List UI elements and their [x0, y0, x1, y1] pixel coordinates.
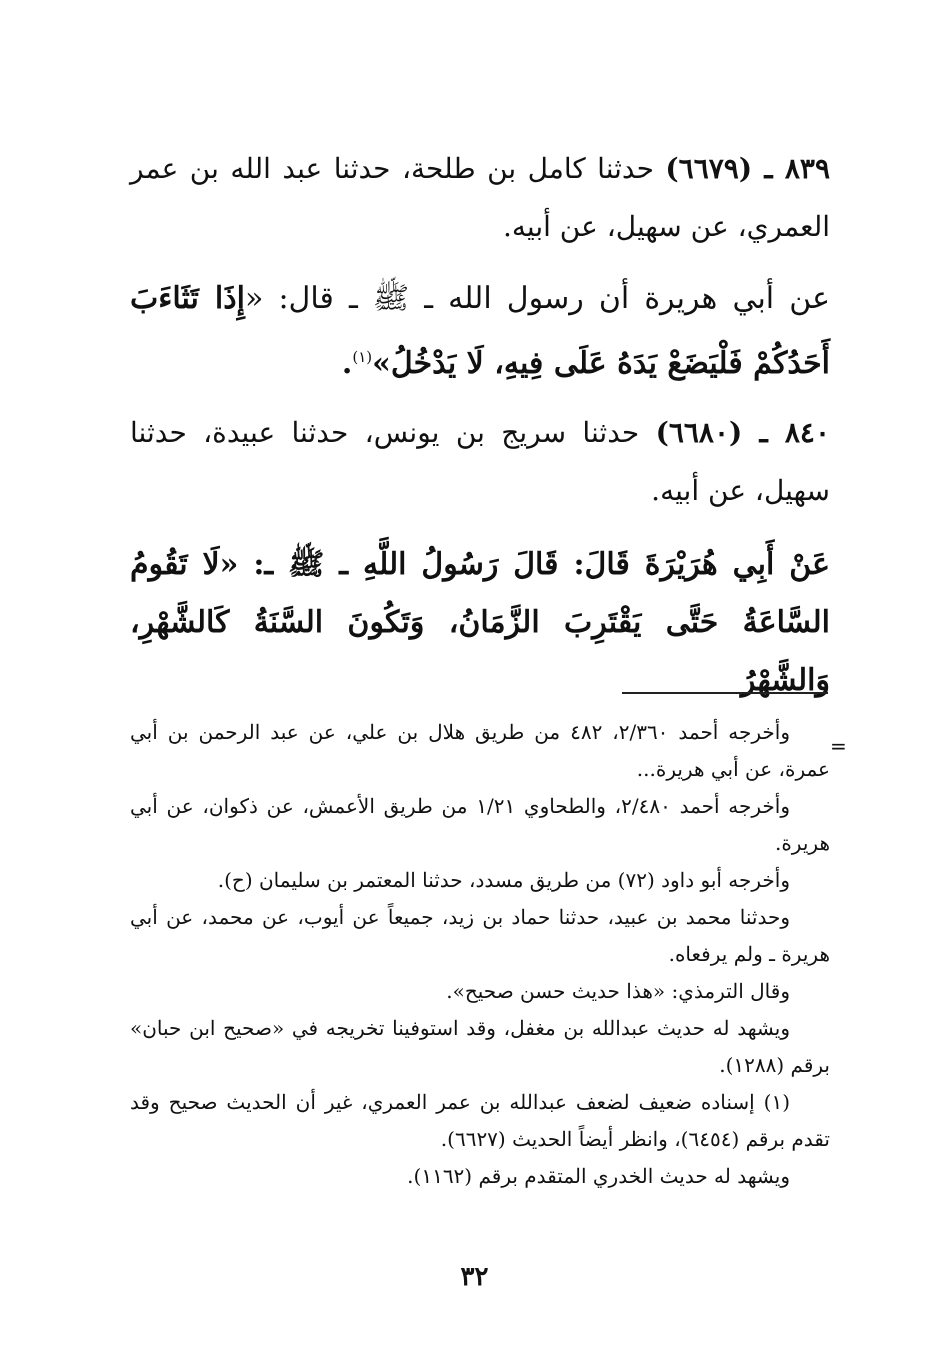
matn-text: إِذَا تَثَاءَبَ أَحَدُكُمْ فَلْيَضَعْ يَدَهُ عَلَى فِيهِ، لَا يَدْخُلُ	[130, 281, 830, 381]
footnote-paragraph: (١) إسناده ضعيف لضعف عبدالله بن عمر العمري، غير أن الحديث صحيح وقد تقدم برقم (٦٤٥٤)، وانظر أيضاً الحديث (٦٦٢٧).	[130, 1090, 830, 1151]
footnote-paragraph: وأخرجه أحمد ٢/٤٨٠، والطحاوي ١/٢١ من طريق الأعمش، عن ذكوان، عن أبي هريرة.	[130, 794, 830, 855]
footnote-paragraph: وأخرجه أبو داود (٧٢) من طريق مسدد، حدثنا المعتمر بن سليمان (ح).	[217, 868, 790, 892]
footnote-paragraph: ويشهد له حديث عبدالله بن مغفل، وقد استوفينا تخريجه في «صحيح ابن حبان» برقم (١٢٨٨).	[130, 1016, 830, 1077]
isnad-text: حدثنا سريج بن يونس، حدثنا عبيدة، حدثنا سهيل، عن أبيه.	[130, 416, 830, 507]
footnote-separator	[622, 692, 828, 694]
matn-intro: عن أبي هريرة أن رسول الله ـ ﷺ ـ قال: «	[244, 281, 830, 316]
matn-close: »	[372, 346, 391, 381]
matn-intro: عَنْ أَبِي هُرَيْرَةَ قَالَ: قَالَ رَسُولُ اللَّهِ ـ ﷺ ـ: «	[219, 547, 831, 582]
footnotes	[130, 714, 830, 1195]
footnote-paragraph: وحدثنا محمد بن عبيد، حدثنا حماد بن زيد، جميعاً عن أيوب، عن محمد، عن أبي هريرة ـ ولم يرفعاه.	[130, 905, 830, 966]
hadith-number: ٨٣٩ ـ (٦٦٧٩)	[665, 152, 831, 185]
hadith-840-isnad	[130, 404, 830, 520]
footnote-paragraph: ويشهد له حديث الخدري المتقدم برقم (١١٦٢).	[407, 1164, 790, 1188]
matn-text: لَا تَقُومُ السَّاعَةُ حَتَّى يَقْتَرِبَ الزَّمَانُ، وَتَكُونَ السَّنَةُ كَالشَّهْرِ، وَالشَّهْرُ	[130, 547, 830, 698]
hadith-839-matn	[130, 270, 830, 393]
isnad-text: حدثنا كامل بن طلحة، حدثنا عبد الله بن عمر العمري، عن سهيل، عن أبيه.	[130, 152, 830, 243]
hadith-number: ٨٤٠ ـ (٦٦٨٠)	[655, 416, 831, 449]
footnote-ref: (١)	[352, 348, 373, 366]
continuation-mark: =	[830, 734, 847, 758]
page-number: ٣٢	[460, 1262, 489, 1292]
footnote-paragraph: وأخرجه أحمد ٢/٣٦٠، ٤٨٢ من طريق هلال بن علي، عن عبد الرحمن بن أبي عمرة، عن أبي هريرة...	[130, 720, 830, 781]
hadith-840-matn	[130, 536, 830, 710]
matn-end: .	[341, 346, 353, 381]
footnote-paragraph: وقال الترمذي: «هذا حديث حسن صحيح».	[446, 979, 790, 1003]
hadith-839-isnad	[130, 140, 830, 256]
